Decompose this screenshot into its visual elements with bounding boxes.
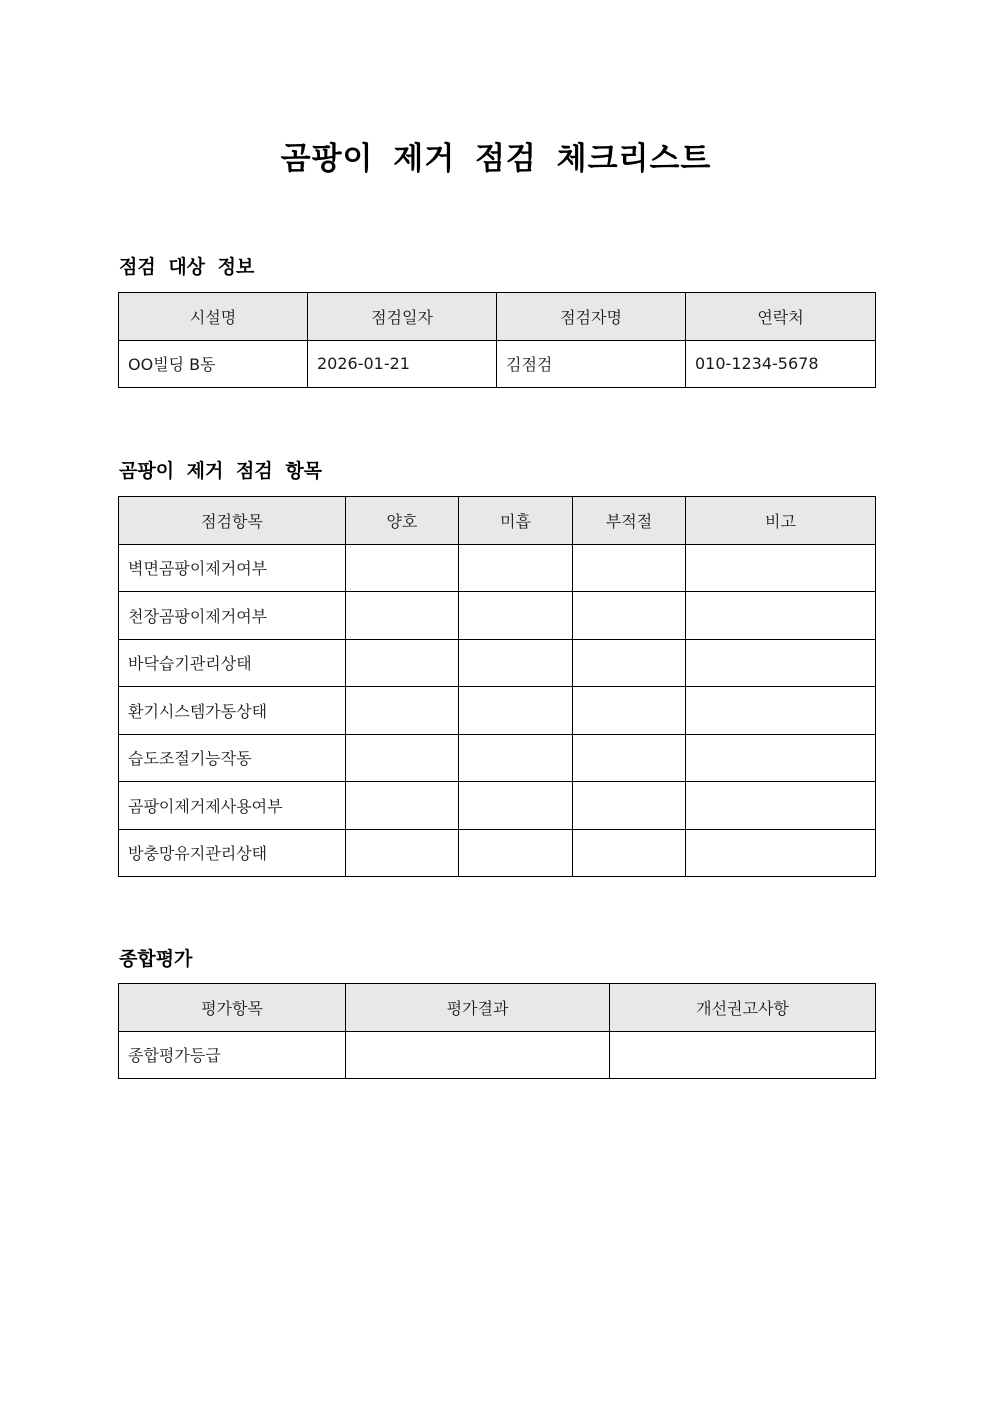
table-header-row [119, 293, 876, 341]
table-row [119, 782, 876, 830]
inspection-date-cell[interactable]: 2026-01-21 [308, 340, 497, 388]
check-item-label: 환기시스템가동상태 [119, 687, 346, 735]
table-row [119, 544, 876, 592]
header-evaluation-result: 평가결과 [346, 984, 610, 1032]
check-item-label: 천장곰팡이제거여부 [119, 592, 346, 640]
section-title-overall: 종합평가 [119, 948, 193, 970]
header-inspection-date: 점검일자 [308, 293, 497, 341]
facility-name-cell[interactable]: OO빌딩 B동 [119, 340, 308, 388]
note-cell[interactable] [686, 544, 876, 592]
header-poor: 미흡 [459, 497, 573, 545]
table-row [119, 340, 876, 388]
table-row [119, 639, 876, 687]
poor-cell[interactable] [459, 734, 573, 782]
note-cell[interactable] [686, 829, 876, 877]
good-cell[interactable] [346, 687, 459, 735]
inadequate-cell[interactable] [573, 639, 686, 687]
table-header-row [119, 984, 876, 1032]
poor-cell[interactable] [459, 639, 573, 687]
check-item-label: 곰팡이제거제사용여부 [119, 782, 346, 830]
target-info-table [118, 292, 876, 388]
header-inspector-name: 점검자명 [497, 293, 686, 341]
good-cell[interactable] [346, 782, 459, 830]
good-cell[interactable] [346, 829, 459, 877]
inadequate-cell[interactable] [573, 592, 686, 640]
document-title: 곰팡이 제거 점검 체크리스트 [280, 141, 712, 177]
poor-cell[interactable] [459, 782, 573, 830]
note-cell[interactable] [686, 592, 876, 640]
evaluation-result-cell[interactable] [346, 1031, 610, 1079]
header-recommendation: 개선권고사항 [610, 984, 876, 1032]
table-row [119, 734, 876, 782]
note-cell[interactable] [686, 734, 876, 782]
check-item-label: 방충망유지관리상태 [119, 829, 346, 877]
section-title-target-info: 점검 대상 정보 [119, 256, 255, 278]
table-row [119, 1031, 876, 1079]
recommendation-cell[interactable] [610, 1031, 876, 1079]
inadequate-cell[interactable] [573, 829, 686, 877]
inadequate-cell[interactable] [573, 782, 686, 830]
good-cell[interactable] [346, 734, 459, 782]
table-row [119, 592, 876, 640]
poor-cell[interactable] [459, 687, 573, 735]
table-header-row [119, 497, 876, 545]
section-title-checklist: 곰팡이 제거 점검 항목 [119, 460, 323, 482]
evaluation-item-label: 종합평가등급 [119, 1031, 346, 1079]
inadequate-cell[interactable] [573, 544, 686, 592]
good-cell[interactable] [346, 544, 459, 592]
header-good: 양호 [346, 497, 459, 545]
poor-cell[interactable] [459, 544, 573, 592]
header-note: 비고 [686, 497, 876, 545]
note-cell[interactable] [686, 639, 876, 687]
table-row [119, 687, 876, 735]
table-row [119, 829, 876, 877]
contact-cell[interactable]: 010-1234-5678 [686, 340, 876, 388]
note-cell[interactable] [686, 782, 876, 830]
inadequate-cell[interactable] [573, 734, 686, 782]
inadequate-cell[interactable] [573, 687, 686, 735]
header-contact: 연락처 [686, 293, 876, 341]
header-evaluation-item: 평가항목 [119, 984, 346, 1032]
poor-cell[interactable] [459, 829, 573, 877]
poor-cell[interactable] [459, 592, 573, 640]
good-cell[interactable] [346, 639, 459, 687]
checklist-table [118, 496, 876, 877]
note-cell[interactable] [686, 687, 876, 735]
check-item-label: 습도조절기능작동 [119, 734, 346, 782]
check-item-label: 바닥습기관리상태 [119, 639, 346, 687]
good-cell[interactable] [346, 592, 459, 640]
overall-evaluation-table [118, 983, 876, 1079]
header-inadequate: 부적절 [573, 497, 686, 545]
header-check-item: 점검항목 [119, 497, 346, 545]
header-facility-name: 시설명 [119, 293, 308, 341]
inspector-name-cell[interactable]: 김점검 [497, 340, 686, 388]
check-item-label: 벽면곰팡이제거여부 [119, 544, 346, 592]
